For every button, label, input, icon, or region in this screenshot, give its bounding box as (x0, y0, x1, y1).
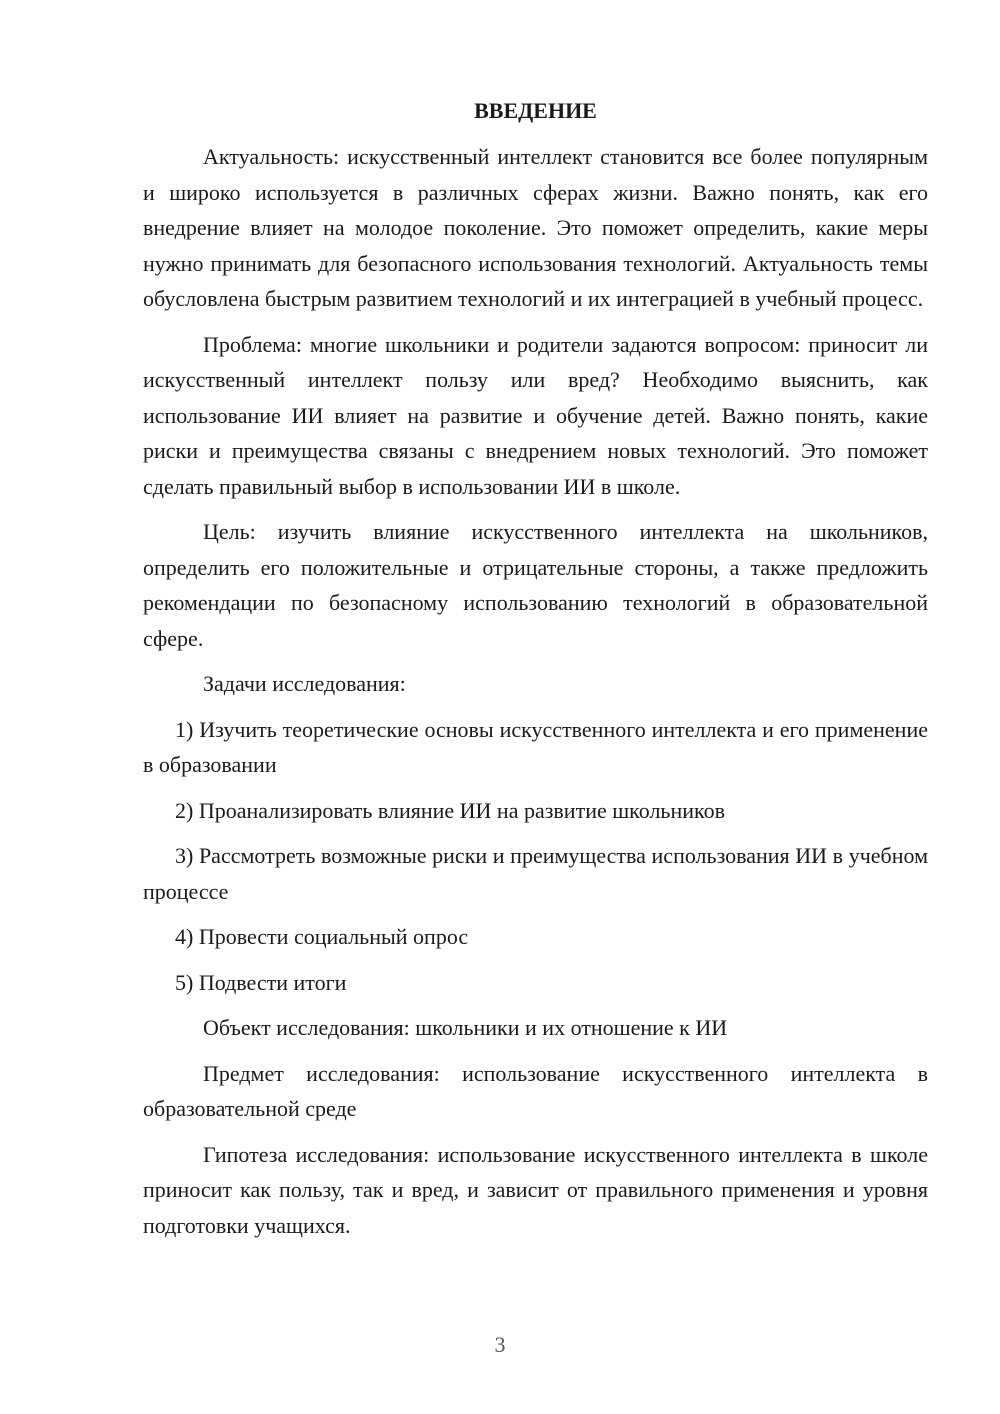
section-title: ВВЕДЕНИЕ (474, 98, 597, 123)
object-paragraph: Объект исследования: школьники и их отношение к ИИ (203, 1015, 728, 1040)
page-number: 3 (494, 1332, 506, 1357)
task-item: 1) Изучить теоретические основы искусственного интеллекта и его применение в образовании (143, 716, 928, 777)
tasks-heading: Задачи исследования: (203, 671, 406, 696)
goal-paragraph: Цель: изучить влияние искусственного интеллекта на школьников, определить его положительные и отрицательные стороны, а также предложить рекомендации по безопасному использованию технологий в образовательной сфере. (143, 519, 928, 651)
task-item: 3) Рассмотреть возможные риски и преимущества использования ИИ в учебном процессе (143, 843, 928, 904)
subject-paragraph: Предмет исследования: использование искусственного интеллекта в образовательной среде (143, 1060, 928, 1121)
problem-paragraph: Проблема: многие школьники и родители задаются вопросом: приносит ли искусственный интеллект пользу или вред? Необходимо выяснить, как использование ИИ влияет на развитие и обучение детей. Важно понять, какие риски и преимущества связаны с внедрением новых технологий. Это поможет сделать правильный выбор в использовании ИИ в школе. (143, 331, 928, 499)
task-item: 2) Проанализировать влияние ИИ на развитие школьников (175, 797, 725, 823)
page-content (143, 94, 928, 1253)
hypothesis-paragraph: Гипотеза исследования: использование искусственного интеллекта в школе приносит как пользу, так и вред, и зависит от правильного применения и уровня подготовки учащихся. (143, 1141, 928, 1238)
relevance-paragraph: Актуальность: искусственный интеллект становится все более популярным и широко используется в различных сферах жизни. Важно понять, как его внедрение влияет на молодое поколение. Это поможет определить, какие меры нужно принимать для безопасного использования технологий. Актуальность темы обусловлена быстрым развитием технологий и их интеграцией в учебный процесс. (143, 144, 928, 311)
task-item: 5) Подвести итоги (175, 969, 347, 995)
task-item: 4) Провести социальный опрос (175, 924, 469, 949)
